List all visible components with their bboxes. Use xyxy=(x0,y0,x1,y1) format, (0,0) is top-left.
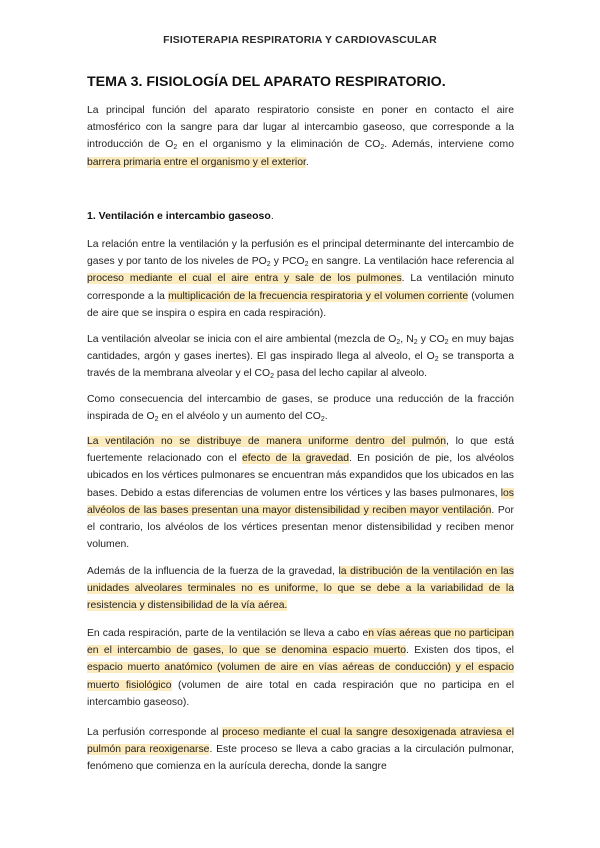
section-heading: 1. Ventilación e intercambio gaseoso. xyxy=(87,210,274,222)
course-header: FISIOTERAPIA RESPIRATORIA Y CARDIOVASCULAR xyxy=(163,34,437,46)
paragraph-ventilation: La relación entre la ventilación y la perfusión es el principal determinante del intercambio de gases y por tanto de los niveles de $PO_2$ y $PCO_2$ en sangre. La ventilación hace referencia al proceso mediante el cual el aire entra y sale de los pulmones. La ventilación minuto corresponde a la multiplicación de la frecuencia respiratoria y el volumen corriente (volumen de aire que se inspira o espira en cada respiración). xyxy=(87,239,515,319)
highlight: efecto de la gravedad xyxy=(242,453,350,465)
highlight: los alvéolos de las bases presentan una mayor distensibilidad y reciben mayor ventilación xyxy=(87,487,514,516)
paragraph-dead-space: En cada respiración, parte de la ventilación se lleva a cabo en vías aéreas que no participan en el intercambio de gases, lo que se denomina espacio muerto. Existen dos tipos, el espacio muerto anatómico (volumen de aire en vías aéreas de conducción) y el espacio muerto fisiológico (volumen de aire total en cada respiración que no participa en el intercambio gaseoso). xyxy=(87,628,515,708)
paragraph-gas-exchange: Como consecuencia del intercambio de gases, se produce una reducción de la fracción inspirada de $O_2$ en el alvéolo y un aumento del $CO_2$. xyxy=(87,394,514,424)
highlight: proceso mediante el cual la sangre desoxigenada atraviesa el pulmón para reoxigenarse xyxy=(87,727,514,756)
paragraph-ventilation-distribution: La ventilación no se distribuye de manera uniforme dentro del pulmón, lo que está fuertemente relacionado con el efecto de la gravedad. En posición de pie, los alvéolos ubicados en los vértices pulmonares se encuentran más expandidos que los ubicados en las bases. Debido a estas diferencias de volumen entre los vértices y las bases pulmonares, los alvéolos de las bases presentan una mayor distensibilidad y reciben mayor ventilación. Por el contrario, los alvéolos de los vértices presentan menor distensibilidad y reciben menor volumen. xyxy=(87,436,514,551)
paragraph-gravity: Además de la influencia de la fuerza de la gravedad, la distribución de la ventilación en las unidades alveolares terminales no es uniforme, lo que se debe a la variabilidad de la resistencia y distensibilidad de la vía aérea. xyxy=(87,566,514,612)
paragraph-alveolar-ventilation: La ventilación alveolar se inicia con el aire ambiental (mezcla de $O_2$, $N_2$ y $CO_2$ en muy bajas cantidades, argón y gases inertes). El gas inspirado llega al alveolo, el $O_2$ se transporta a través de la membrana alveolar y el $CO_2$ pasa del lecho capilar al alveolo. xyxy=(87,334,514,381)
highlight: proceso mediante el cual el aire entra y sale de los pulmones xyxy=(87,273,402,285)
highlight: barrera primaria entre el organismo y el exterior xyxy=(87,156,306,168)
highlight: n vías aéreas que no participan en el intercambio de gases, lo que se denomina espacio muerto xyxy=(87,628,514,657)
paragraph-perfusion: La perfusión corresponde al proceso mediante el cual la sangre desoxigenada atraviesa el pulmón para reoxigenarse. Este proceso se lleva a cabo gracias a la circulación pulmonar, fenómeno que comienza en la aurícula derecha, donde la sangre xyxy=(87,727,514,773)
highlight: la distribución de la ventilación en las unidades alveolares terminales no es uniforme, lo que se debe a la variabilidad de la resistencia y distensibilidad de la vía aérea. xyxy=(87,566,514,612)
highlight: multiplicación de la frecuencia respiratoria y el volumen corriente xyxy=(168,290,469,302)
chapter-title: TEMA 3. FISIOLOGÍA DEL APARATO RESPIRATORIO. xyxy=(87,74,446,90)
intro-paragraph: La principal función del aparato respiratorio consiste en poner en contacto el aire atmosférico con la sangre para dar lugar al intercambio gaseoso, que corresponde a la introducción de $O_2$ en el organismo y la eliminación de $CO_2$. Además, interviene como barrera primaria entre el organismo y el exterior. xyxy=(87,105,514,168)
highlight: La ventilación no se distribuye de manera uniforme dentro del pulmón xyxy=(87,436,447,447)
highlight: espacio muerto anatómico (volumen de aire en vías aéreas de conducción) y el espacio muerto fisiológico xyxy=(87,662,514,691)
